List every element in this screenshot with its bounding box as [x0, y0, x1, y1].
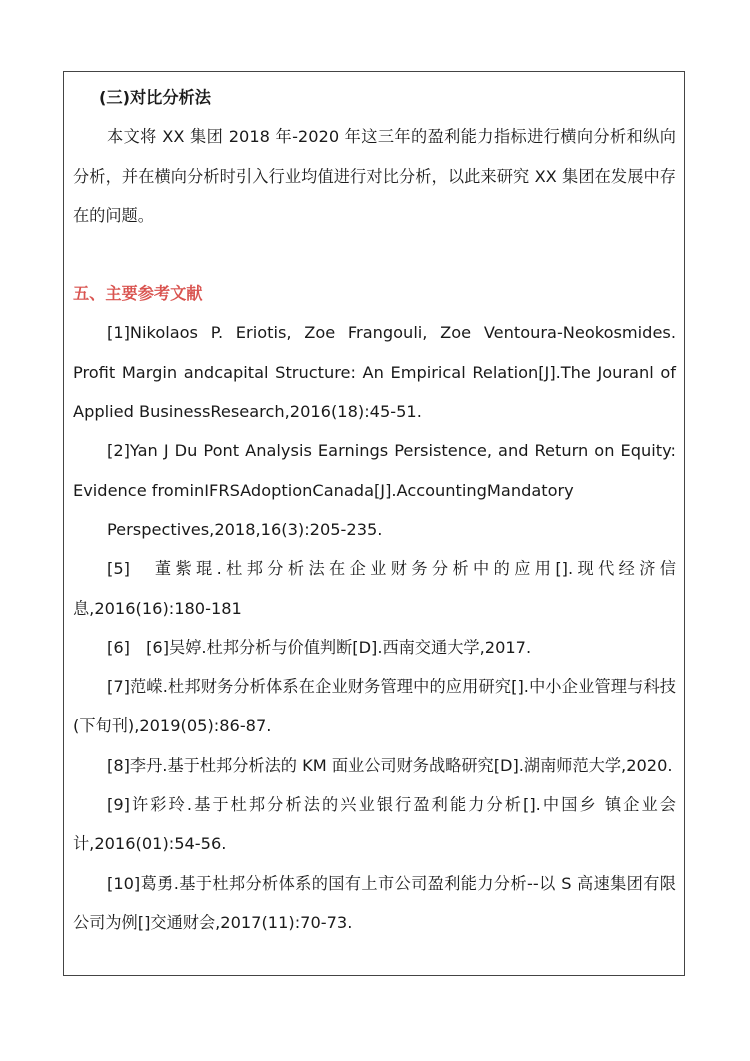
reference-item-6: [6] [6]吴婷.杜邦分析与价值判断[D].西南交通大学,2017.	[107, 637, 532, 657]
section-heading-references: 五、主要参考文献	[73, 284, 203, 304]
spacer	[73, 235, 676, 274]
reference-item-2: [2]Yan J Du Pont Analysis Earnings Persistence, and Return on Equity: Evidence frominIFRSAdoptionCanada[J].AccountingMandatory	[73, 441, 676, 500]
section-heading-comparative-analysis: (三)对比分析法	[99, 88, 211, 107]
reference-item-1: [1]Nikolaos P. Eriotis, Zoe Frangouli, Zoe Ventoura-Neokosmides. Profit Margin andcapital Structure: An Empirical Relation[J].The Jouranl of Applied BusinessResearch,2016(18):45-51.	[73, 323, 676, 422]
reference-item-8: [8]李丹.基于杜邦分析法的 KM 面业公司财务战略研究[D].湖南师范大学,2020.	[107, 755, 673, 775]
document-frame	[63, 71, 685, 976]
reference-item-9: [9]许彩玲.基于杜邦分析法的兴业银行盈利能力分析[].中国乡 镇企业会计,2016(01):54-56.	[73, 795, 676, 854]
reference-item-10: [10]葛勇.基于杜邦分析体系的国有上市公司盈利能力分析--以 S 高速集团有限公司为例[]交通财会,2017(11):70-73.	[73, 873, 676, 932]
reference-item-7: [7]范嵘.杜邦财务分析体系在企业财务管理中的应用研究[].中小企业管理与科技(下旬刊),2019(05):86-87.	[73, 677, 676, 736]
reference-item-2-continuation: Perspectives,2018,16(3):205-235.	[107, 519, 383, 539]
section-paragraph: 本文将 XX 集团 2018 年-2020 年这三年的盈利能力指标进行横向分析和纵向分析，并在横向分析时引入行业均值进行对比分析，以此来研究 XX 集团在发展中存在的问题。	[73, 127, 676, 225]
reference-item-5: [5] 董紫琨.杜邦分析法在企业财务分析中的应用[].现代经济信息,2016(16):180-181	[73, 559, 676, 618]
document-content	[73, 78, 676, 942]
